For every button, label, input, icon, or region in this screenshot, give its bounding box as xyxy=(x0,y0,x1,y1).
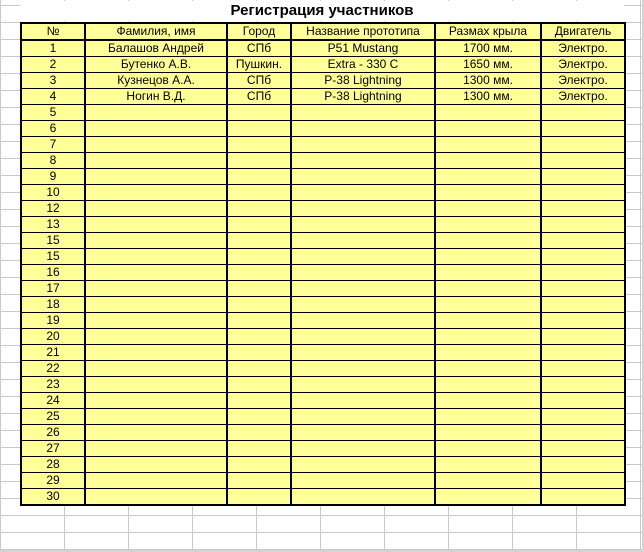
cell-number[interactable]: 15 xyxy=(21,233,85,249)
cell-name[interactable]: Кузнецов А.А. xyxy=(85,73,227,89)
cell-prototype[interactable] xyxy=(291,425,435,441)
table-row xyxy=(21,105,625,121)
cell-city[interactable] xyxy=(227,313,291,329)
cell-prototype[interactable] xyxy=(291,489,435,506)
cell-name[interactable] xyxy=(85,313,227,329)
cell-engine[interactable] xyxy=(541,441,625,457)
cell-wingspan[interactable] xyxy=(435,265,541,281)
cell-name[interactable] xyxy=(85,265,227,281)
cell-wingspan[interactable] xyxy=(435,137,541,153)
cell-city[interactable] xyxy=(227,105,291,121)
cell-wingspan[interactable]: 1650 мм. xyxy=(435,57,541,73)
table-row xyxy=(21,281,625,297)
cell-prototype[interactable] xyxy=(291,153,435,169)
cell-name[interactable] xyxy=(85,169,227,185)
cell-name[interactable] xyxy=(85,329,227,345)
cell-name[interactable]: Балашов Андрей xyxy=(85,40,227,57)
cell-city[interactable] xyxy=(227,457,291,473)
table-row xyxy=(21,425,625,441)
cell-number[interactable]: 18 xyxy=(21,297,85,313)
cell-prototype[interactable] xyxy=(291,377,435,393)
cell-engine[interactable] xyxy=(541,329,625,345)
cell-wingspan[interactable] xyxy=(435,393,541,409)
cell-city[interactable] xyxy=(227,377,291,393)
cell-city[interactable]: СПб xyxy=(227,73,291,89)
cell-name[interactable]: Ногин В.Д. xyxy=(85,89,227,105)
cell-name[interactable] xyxy=(85,121,227,137)
cell-prototype[interactable] xyxy=(291,105,435,121)
column-header-engine[interactable]: Двигатель xyxy=(541,23,625,40)
cell-city[interactable] xyxy=(227,137,291,153)
cell-city[interactable] xyxy=(227,201,291,217)
cell-engine[interactable] xyxy=(541,313,625,329)
registration-table xyxy=(20,22,626,506)
cell-prototype[interactable] xyxy=(291,137,435,153)
cell-number[interactable]: 5 xyxy=(21,105,85,121)
cell-prototype[interactable] xyxy=(291,473,435,489)
cell-city[interactable] xyxy=(227,169,291,185)
cell-engine[interactable] xyxy=(541,473,625,489)
cell-city[interactable] xyxy=(227,297,291,313)
cell-wingspan[interactable]: 1300 мм. xyxy=(435,73,541,89)
cell-number[interactable]: 16 xyxy=(21,265,85,281)
header-row xyxy=(21,23,625,40)
cell-prototype[interactable]: P51 Mustang xyxy=(291,40,435,57)
cell-wingspan[interactable] xyxy=(435,169,541,185)
cell-city[interactable] xyxy=(227,233,291,249)
table-row xyxy=(21,361,625,377)
cell-name[interactable] xyxy=(85,377,227,393)
cell-prototype[interactable] xyxy=(291,297,435,313)
cell-prototype[interactable] xyxy=(291,329,435,345)
cell-number[interactable]: 6 xyxy=(21,121,85,137)
column-header-number[interactable]: № xyxy=(21,23,85,40)
cell-engine[interactable] xyxy=(541,201,625,217)
cell-prototype[interactable]: P-38 Lightning xyxy=(291,89,435,105)
cell-engine[interactable] xyxy=(541,345,625,361)
cell-city[interactable] xyxy=(227,441,291,457)
cell-number[interactable]: 20 xyxy=(21,329,85,345)
cell-name[interactable] xyxy=(85,201,227,217)
cell-city[interactable] xyxy=(227,409,291,425)
cell-engine[interactable] xyxy=(541,233,625,249)
cell-name[interactable] xyxy=(85,457,227,473)
cell-engine[interactable] xyxy=(541,137,625,153)
cell-number[interactable]: 23 xyxy=(21,377,85,393)
cell-name[interactable] xyxy=(85,105,227,121)
cell-wingspan[interactable] xyxy=(435,185,541,201)
cell-city[interactable] xyxy=(227,489,291,506)
cell-number[interactable]: 9 xyxy=(21,169,85,185)
cell-wingspan[interactable] xyxy=(435,121,541,137)
cell-number[interactable]: 26 xyxy=(21,425,85,441)
cell-wingspan[interactable] xyxy=(435,377,541,393)
cell-prototype[interactable] xyxy=(291,217,435,233)
table-row xyxy=(21,297,625,313)
cell-name[interactable] xyxy=(85,281,227,297)
cell-prototype[interactable] xyxy=(291,441,435,457)
cell-engine[interactable] xyxy=(541,377,625,393)
cell-number[interactable]: 3 xyxy=(21,73,85,89)
cell-name[interactable] xyxy=(85,233,227,249)
cell-engine[interactable] xyxy=(541,409,625,425)
cell-name[interactable] xyxy=(85,249,227,265)
cell-wingspan[interactable] xyxy=(435,473,541,489)
cell-city[interactable] xyxy=(227,121,291,137)
cell-prototype[interactable]: Extra - 330 C xyxy=(291,57,435,73)
cell-number[interactable]: 24 xyxy=(21,393,85,409)
cell-city[interactable]: СПб xyxy=(227,89,291,105)
cell-city[interactable] xyxy=(227,425,291,441)
cell-name[interactable] xyxy=(85,489,227,506)
cell-name[interactable] xyxy=(85,441,227,457)
cell-engine[interactable]: Электро. xyxy=(541,73,625,89)
cell-number[interactable]: 30 xyxy=(21,489,85,506)
cell-number[interactable]: 8 xyxy=(21,153,85,169)
table-row xyxy=(21,249,625,265)
cell-city[interactable] xyxy=(227,281,291,297)
cell-wingspan[interactable] xyxy=(435,409,541,425)
cell-city[interactable] xyxy=(227,329,291,345)
cell-engine[interactable] xyxy=(541,393,625,409)
cell-wingspan[interactable]: 1300 мм. xyxy=(435,89,541,105)
table-row xyxy=(21,169,625,185)
cell-wingspan[interactable] xyxy=(435,313,541,329)
cell-city[interactable] xyxy=(227,217,291,233)
cell-prototype[interactable] xyxy=(291,345,435,361)
table-row xyxy=(21,137,625,153)
column-header-wingspan[interactable]: Размах крыла xyxy=(435,23,541,40)
cell-number[interactable]: 10 xyxy=(21,185,85,201)
table-row xyxy=(21,201,625,217)
cell-engine[interactable] xyxy=(541,105,625,121)
cell-engine[interactable] xyxy=(541,297,625,313)
cell-engine[interactable]: Электро. xyxy=(541,89,625,105)
cell-name[interactable] xyxy=(85,217,227,233)
cell-name[interactable] xyxy=(85,153,227,169)
cell-engine[interactable]: Электро. xyxy=(541,57,625,73)
table-row xyxy=(21,73,625,89)
cell-engine[interactable] xyxy=(541,361,625,377)
cell-name[interactable] xyxy=(85,393,227,409)
cell-number[interactable]: 29 xyxy=(21,473,85,489)
cell-number[interactable]: 17 xyxy=(21,281,85,297)
cell-wingspan[interactable] xyxy=(435,425,541,441)
cell-wingspan[interactable] xyxy=(435,105,541,121)
cell-engine[interactable] xyxy=(541,121,625,137)
table-row xyxy=(21,489,625,506)
table-row xyxy=(21,377,625,393)
table-row xyxy=(21,457,625,473)
sheet-title[interactable]: Регистрация участников xyxy=(20,1,624,21)
cell-prototype[interactable] xyxy=(291,281,435,297)
cell-city[interactable] xyxy=(227,345,291,361)
cell-number[interactable]: 22 xyxy=(21,361,85,377)
cell-city[interactable] xyxy=(227,153,291,169)
cell-wingspan[interactable] xyxy=(435,201,541,217)
cell-city[interactable] xyxy=(227,361,291,377)
cell-engine[interactable] xyxy=(541,281,625,297)
table-row xyxy=(21,233,625,249)
cell-name[interactable] xyxy=(85,137,227,153)
table-row xyxy=(21,441,625,457)
cell-engine[interactable] xyxy=(541,457,625,473)
table-row xyxy=(21,121,625,137)
table-row xyxy=(21,329,625,345)
cell-wingspan[interactable] xyxy=(435,281,541,297)
cell-prototype[interactable] xyxy=(291,393,435,409)
cell-prototype[interactable] xyxy=(291,169,435,185)
cell-wingspan[interactable] xyxy=(435,249,541,265)
cell-prototype[interactable] xyxy=(291,457,435,473)
table-row xyxy=(21,185,625,201)
cell-wingspan[interactable] xyxy=(435,441,541,457)
cell-name[interactable] xyxy=(85,473,227,489)
cell-engine[interactable]: Электро. xyxy=(541,40,625,57)
cell-city[interactable] xyxy=(227,265,291,281)
cell-name[interactable] xyxy=(85,409,227,425)
cell-wingspan[interactable] xyxy=(435,297,541,313)
cell-prototype[interactable] xyxy=(291,409,435,425)
cell-name[interactable] xyxy=(85,297,227,313)
cell-number[interactable]: 27 xyxy=(21,441,85,457)
cell-prototype[interactable] xyxy=(291,121,435,137)
cell-engine[interactable] xyxy=(541,265,625,281)
cell-wingspan[interactable] xyxy=(435,345,541,361)
cell-number[interactable]: 13 xyxy=(21,217,85,233)
cell-number[interactable]: 19 xyxy=(21,313,85,329)
cell-engine[interactable] xyxy=(541,185,625,201)
cell-engine[interactable] xyxy=(541,169,625,185)
cell-city[interactable]: СПб xyxy=(227,40,291,57)
cell-prototype[interactable] xyxy=(291,313,435,329)
cell-number[interactable]: 15 xyxy=(21,249,85,265)
cell-number[interactable]: 7 xyxy=(21,137,85,153)
cell-prototype[interactable] xyxy=(291,185,435,201)
table-row xyxy=(21,217,625,233)
cell-name[interactable] xyxy=(85,345,227,361)
table-row xyxy=(21,345,625,361)
cell-name[interactable] xyxy=(85,425,227,441)
cell-wingspan[interactable] xyxy=(435,233,541,249)
cell-wingspan[interactable] xyxy=(435,361,541,377)
cell-number[interactable]: 25 xyxy=(21,409,85,425)
cell-city[interactable] xyxy=(227,185,291,201)
cell-name[interactable]: Бутенко А.В. xyxy=(85,57,227,73)
cell-city[interactable]: Пушкин. xyxy=(227,57,291,73)
cell-number[interactable]: 12 xyxy=(21,201,85,217)
cell-number[interactable]: 4 xyxy=(21,89,85,105)
table-row xyxy=(21,265,625,281)
column-header-name[interactable]: Фамилия, имя xyxy=(85,23,227,40)
cell-wingspan[interactable] xyxy=(435,457,541,473)
cell-engine[interactable] xyxy=(541,217,625,233)
column-header-city[interactable]: Город xyxy=(227,23,291,40)
table-row xyxy=(21,57,625,73)
column-header-prototype[interactable]: Название прототипа xyxy=(291,23,435,40)
table-row xyxy=(21,40,625,57)
cell-wingspan[interactable] xyxy=(435,153,541,169)
cell-prototype[interactable] xyxy=(291,249,435,265)
cell-engine[interactable] xyxy=(541,489,625,506)
cell-engine[interactable] xyxy=(541,153,625,169)
table-row xyxy=(21,313,625,329)
cell-prototype[interactable]: P-38 Lightning xyxy=(291,73,435,89)
cell-wingspan[interactable]: 1700 мм. xyxy=(435,40,541,57)
table-row xyxy=(21,89,625,105)
table-row xyxy=(21,153,625,169)
cell-prototype[interactable] xyxy=(291,201,435,217)
cell-wingspan[interactable] xyxy=(435,489,541,506)
cell-city[interactable] xyxy=(227,473,291,489)
cell-prototype[interactable] xyxy=(291,265,435,281)
cell-name[interactable] xyxy=(85,185,227,201)
cell-wingspan[interactable] xyxy=(435,329,541,345)
table-body xyxy=(21,40,625,505)
cell-number[interactable]: 21 xyxy=(21,345,85,361)
cell-number[interactable]: 2 xyxy=(21,57,85,73)
cell-engine[interactable] xyxy=(541,249,625,265)
cell-city[interactable] xyxy=(227,249,291,265)
cell-number[interactable]: 28 xyxy=(21,457,85,473)
cell-number[interactable]: 1 xyxy=(21,40,85,57)
table-row xyxy=(21,409,625,425)
cell-city[interactable] xyxy=(227,393,291,409)
cell-name[interactable] xyxy=(85,361,227,377)
cell-prototype[interactable] xyxy=(291,233,435,249)
cell-engine[interactable] xyxy=(541,425,625,441)
cell-prototype[interactable] xyxy=(291,361,435,377)
table-row xyxy=(21,393,625,409)
cell-wingspan[interactable] xyxy=(435,217,541,233)
table-row xyxy=(21,473,625,489)
